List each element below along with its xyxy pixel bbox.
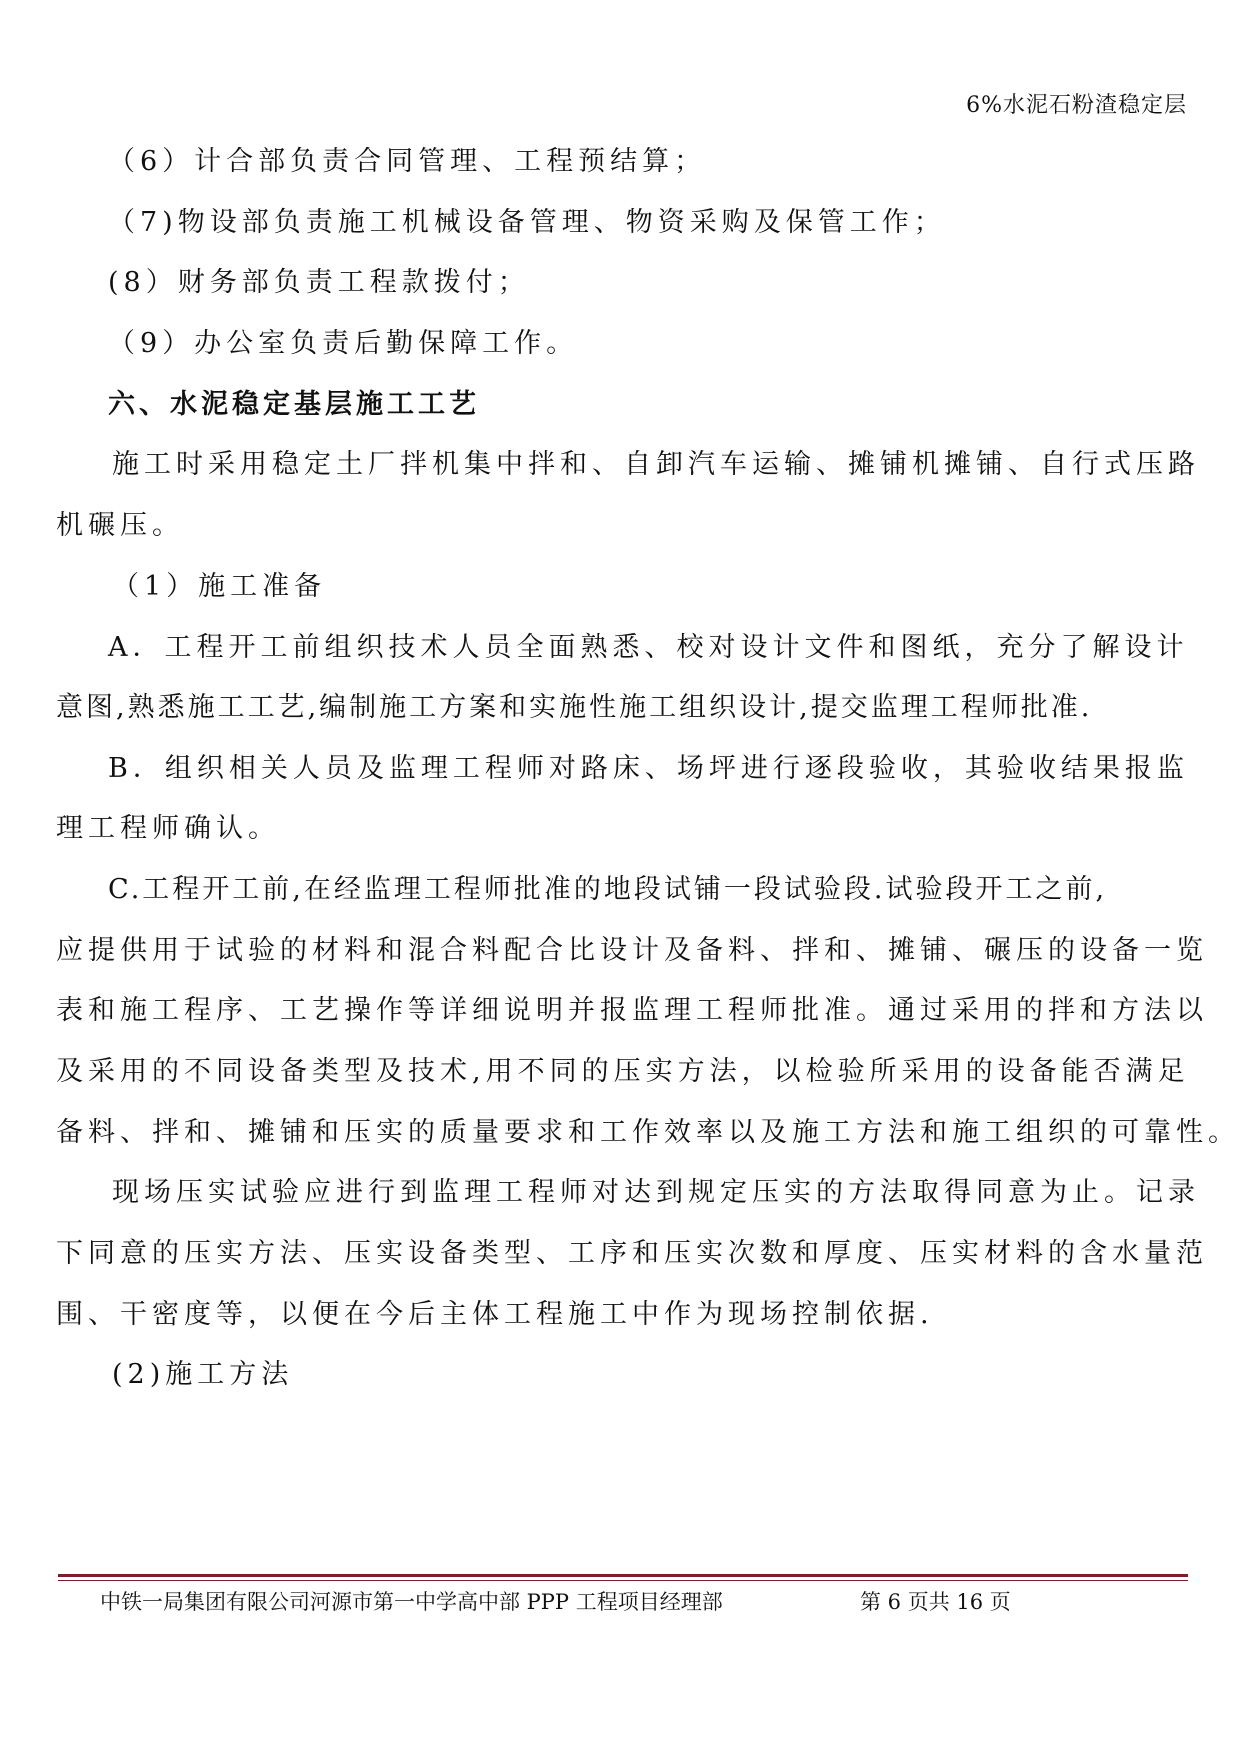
list-item-9: （9）办公室负责后勤保障工作。 — [108, 328, 579, 359]
paragraph-line: 施工时采用稳定土厂拌机集中拌和、自卸汽车运输、摊铺机摊铺、自行式压路 — [112, 449, 1200, 480]
paragraph-line: 表和施工程序、工艺操作等详细说明并报监理工程师批准。通过采用的拌和方法以 — [56, 995, 1208, 1026]
paragraph-line: 围、干密度等，以便在今后主体工程施工中作为现场控制依据. — [56, 1299, 934, 1330]
paragraph-line: 备料、拌和、摊铺和压实的质量要求和工作效率以及施工方法和施工组织的可靠性。 — [56, 1117, 1240, 1148]
footer-organization: 中铁一局集团有限公司河源市第一中学高中部 PPP 工程项目经理部 — [100, 1590, 723, 1614]
paragraph-line: 意图,熟悉施工工艺,编制施工方案和实施性施工组织设计,提交监理工程师批准. — [56, 692, 1093, 723]
section-heading: 六、水泥稳定基层施工工艺 — [108, 389, 480, 420]
footer-rule-thin — [58, 1580, 1188, 1581]
paragraph-line: C.工程开工前,在经监理工程师批准的地段试铺一段试验段.试验段开工之前, — [108, 874, 1108, 905]
list-item-7: （7)物设部负责施工机械设备管理、物资采购及保管工作； — [108, 207, 946, 238]
list-item-8: (8）财务部负责工程款拨付； — [108, 267, 530, 298]
footer-rule — [58, 1574, 1188, 1577]
subsection-heading: （1）施工准备 — [112, 571, 327, 602]
subsection-heading: (2)施工方法 — [112, 1359, 294, 1390]
paragraph-line: 下同意的压实方法、压实设备类型、工序和压实次数和厚度、压实材料的含水量范 — [56, 1238, 1208, 1269]
page-header-title: 6%水泥石粉渣稳定层 — [966, 93, 1187, 118]
paragraph-line: A．工程开工前组织技术人员全面熟悉、校对设计文件和图纸，充分了解设计 — [108, 632, 1189, 663]
footer-page-number: 第 6 页共 16 页 — [860, 1590, 1011, 1614]
paragraph-line: B．组织相关人员及监理工程师对路床、场坪进行逐段验收，其验收结果报监 — [108, 753, 1189, 784]
paragraph-line: 现场压实试验应进行到监理工程师对达到规定压实的方法取得同意为止。记录 — [112, 1177, 1200, 1208]
paragraph-line: 应提供用于试验的材料和混合料配合比设计及备料、拌和、摊铺、碾压的设备一览 — [56, 935, 1208, 966]
paragraph-line: 机碾压。 — [56, 510, 184, 541]
paragraph-line: 及采用的不同设备类型及技术,用不同的压实方法，以检验所采用的设备能否满足 — [56, 1056, 1190, 1087]
paragraph-line: 理工程师确认。 — [56, 813, 280, 844]
list-item-6: （6）计合部负责合同管理、工程预结算； — [108, 146, 707, 177]
